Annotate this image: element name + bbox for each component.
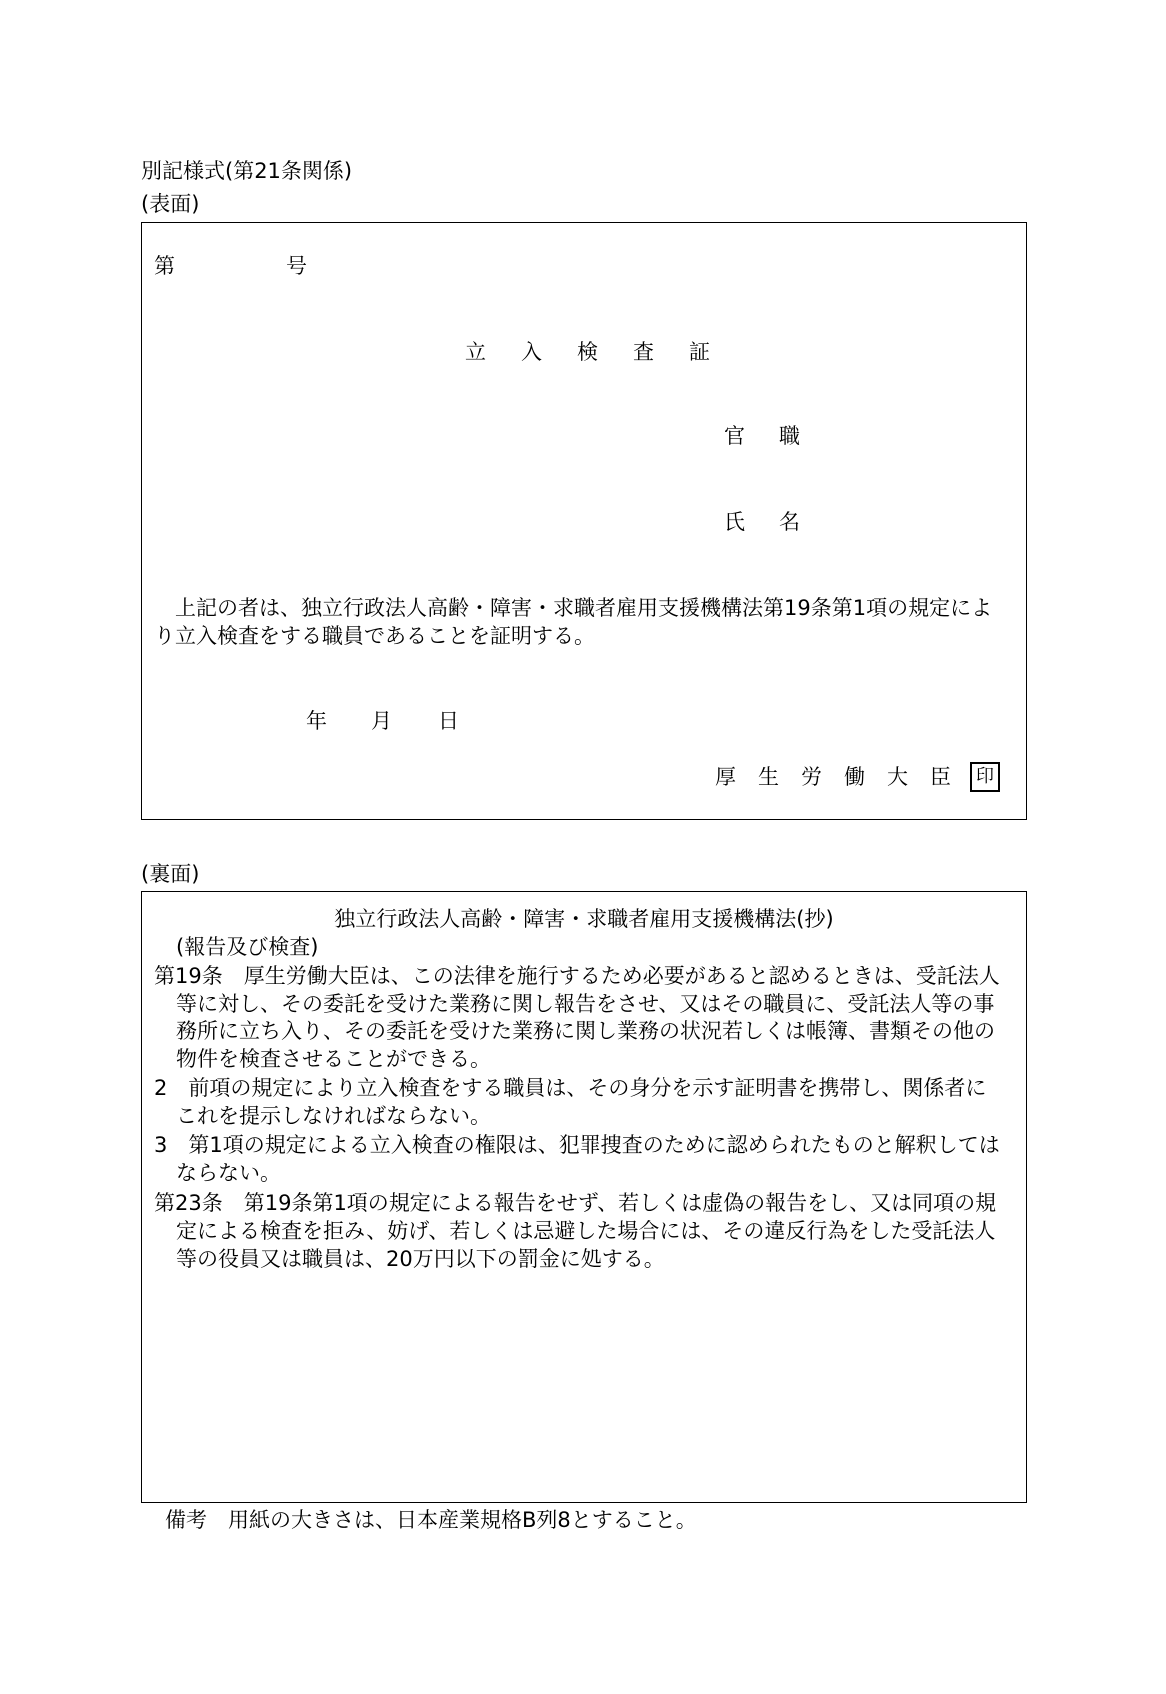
position-label-1: 官 bbox=[724, 424, 745, 448]
title-char: 立 bbox=[465, 340, 486, 364]
issuer-char: 働 bbox=[844, 765, 865, 789]
issuer-char: 臣 bbox=[930, 765, 951, 789]
name-label-2: 名 bbox=[779, 510, 800, 534]
law-line: 2 前項の規定により立入検査をする職員は、その身分を示す証明書を携帯し、関係者に bbox=[154, 1076, 987, 1100]
law-title: 独立行政法人高齢・障害・求職者雇用支援機構法(抄) bbox=[334, 907, 834, 931]
law-line: 定による検査を拒み、妨げ、若しくは忌避した場合には、その違反行為をした受託法人 bbox=[176, 1219, 996, 1243]
law-line: 務所に立ち入り、その委託を受けた業務に関し業務の状況若しくは帳簿、書類その他の bbox=[176, 1019, 995, 1043]
issuer-char: 生 bbox=[758, 765, 779, 789]
law-line: 物件を検査させることができる。 bbox=[176, 1047, 491, 1071]
law-line: ならない。 bbox=[176, 1161, 281, 1185]
issuer-char: 労 bbox=[801, 765, 822, 789]
front-side-box bbox=[141, 222, 1027, 820]
number-prefix: 第 bbox=[154, 254, 175, 278]
law-line: これを提示しなければならない。 bbox=[176, 1104, 491, 1128]
title-char: 検 bbox=[577, 340, 598, 364]
section-heading: (報告及び検査) bbox=[176, 935, 319, 959]
title-char: 査 bbox=[633, 340, 654, 364]
date-year: 年 bbox=[306, 709, 327, 733]
back-label: (裏面) bbox=[141, 862, 200, 886]
number-suffix: 号 bbox=[286, 254, 307, 278]
certification-line: 上記の者は、独立行政法人高齢・障害・求職者雇用支援機構法第19条第1項の規定によ bbox=[175, 596, 993, 620]
note: 備考 用紙の大きさは、日本産業規格B列8とすること。 bbox=[165, 1508, 697, 1532]
law-line: 第19条 厚生労働大臣は、この法律を施行するため必要があると認めるときは、受託法人 bbox=[154, 964, 1000, 988]
certification-line: り立入検査をする職員であることを証明する。 bbox=[154, 624, 595, 648]
front-label: (表面) bbox=[141, 192, 200, 216]
issuer-char: 大 bbox=[887, 765, 908, 789]
law-line: 等の役員又は職員は、20万円以下の罰金に処する。 bbox=[176, 1247, 665, 1271]
position-label-2: 職 bbox=[779, 424, 800, 448]
title-char: 証 bbox=[689, 340, 710, 364]
law-line: 等に対し、その委託を受けた業務に関し報告をさせ、又はその職員に、受託法人等の事 bbox=[176, 992, 995, 1016]
law-line: 第23条 第19条第1項の規定による報告をせず、若しくは虚偽の報告をし、又は同項の規 bbox=[154, 1191, 997, 1215]
date-day: 日 bbox=[438, 709, 459, 733]
title-char: 入 bbox=[521, 340, 542, 364]
issuer-char: 厚 bbox=[715, 765, 736, 789]
seal-mark: 印 bbox=[970, 762, 1000, 792]
date-month: 月 bbox=[371, 709, 392, 733]
name-label-1: 氏 bbox=[724, 510, 745, 534]
law-line: 3 第1項の規定による立入検査の権限は、犯罪捜査のために認められたものと解釈しては bbox=[154, 1133, 1000, 1157]
form-label: 別記様式(第21条関係) bbox=[141, 159, 353, 183]
